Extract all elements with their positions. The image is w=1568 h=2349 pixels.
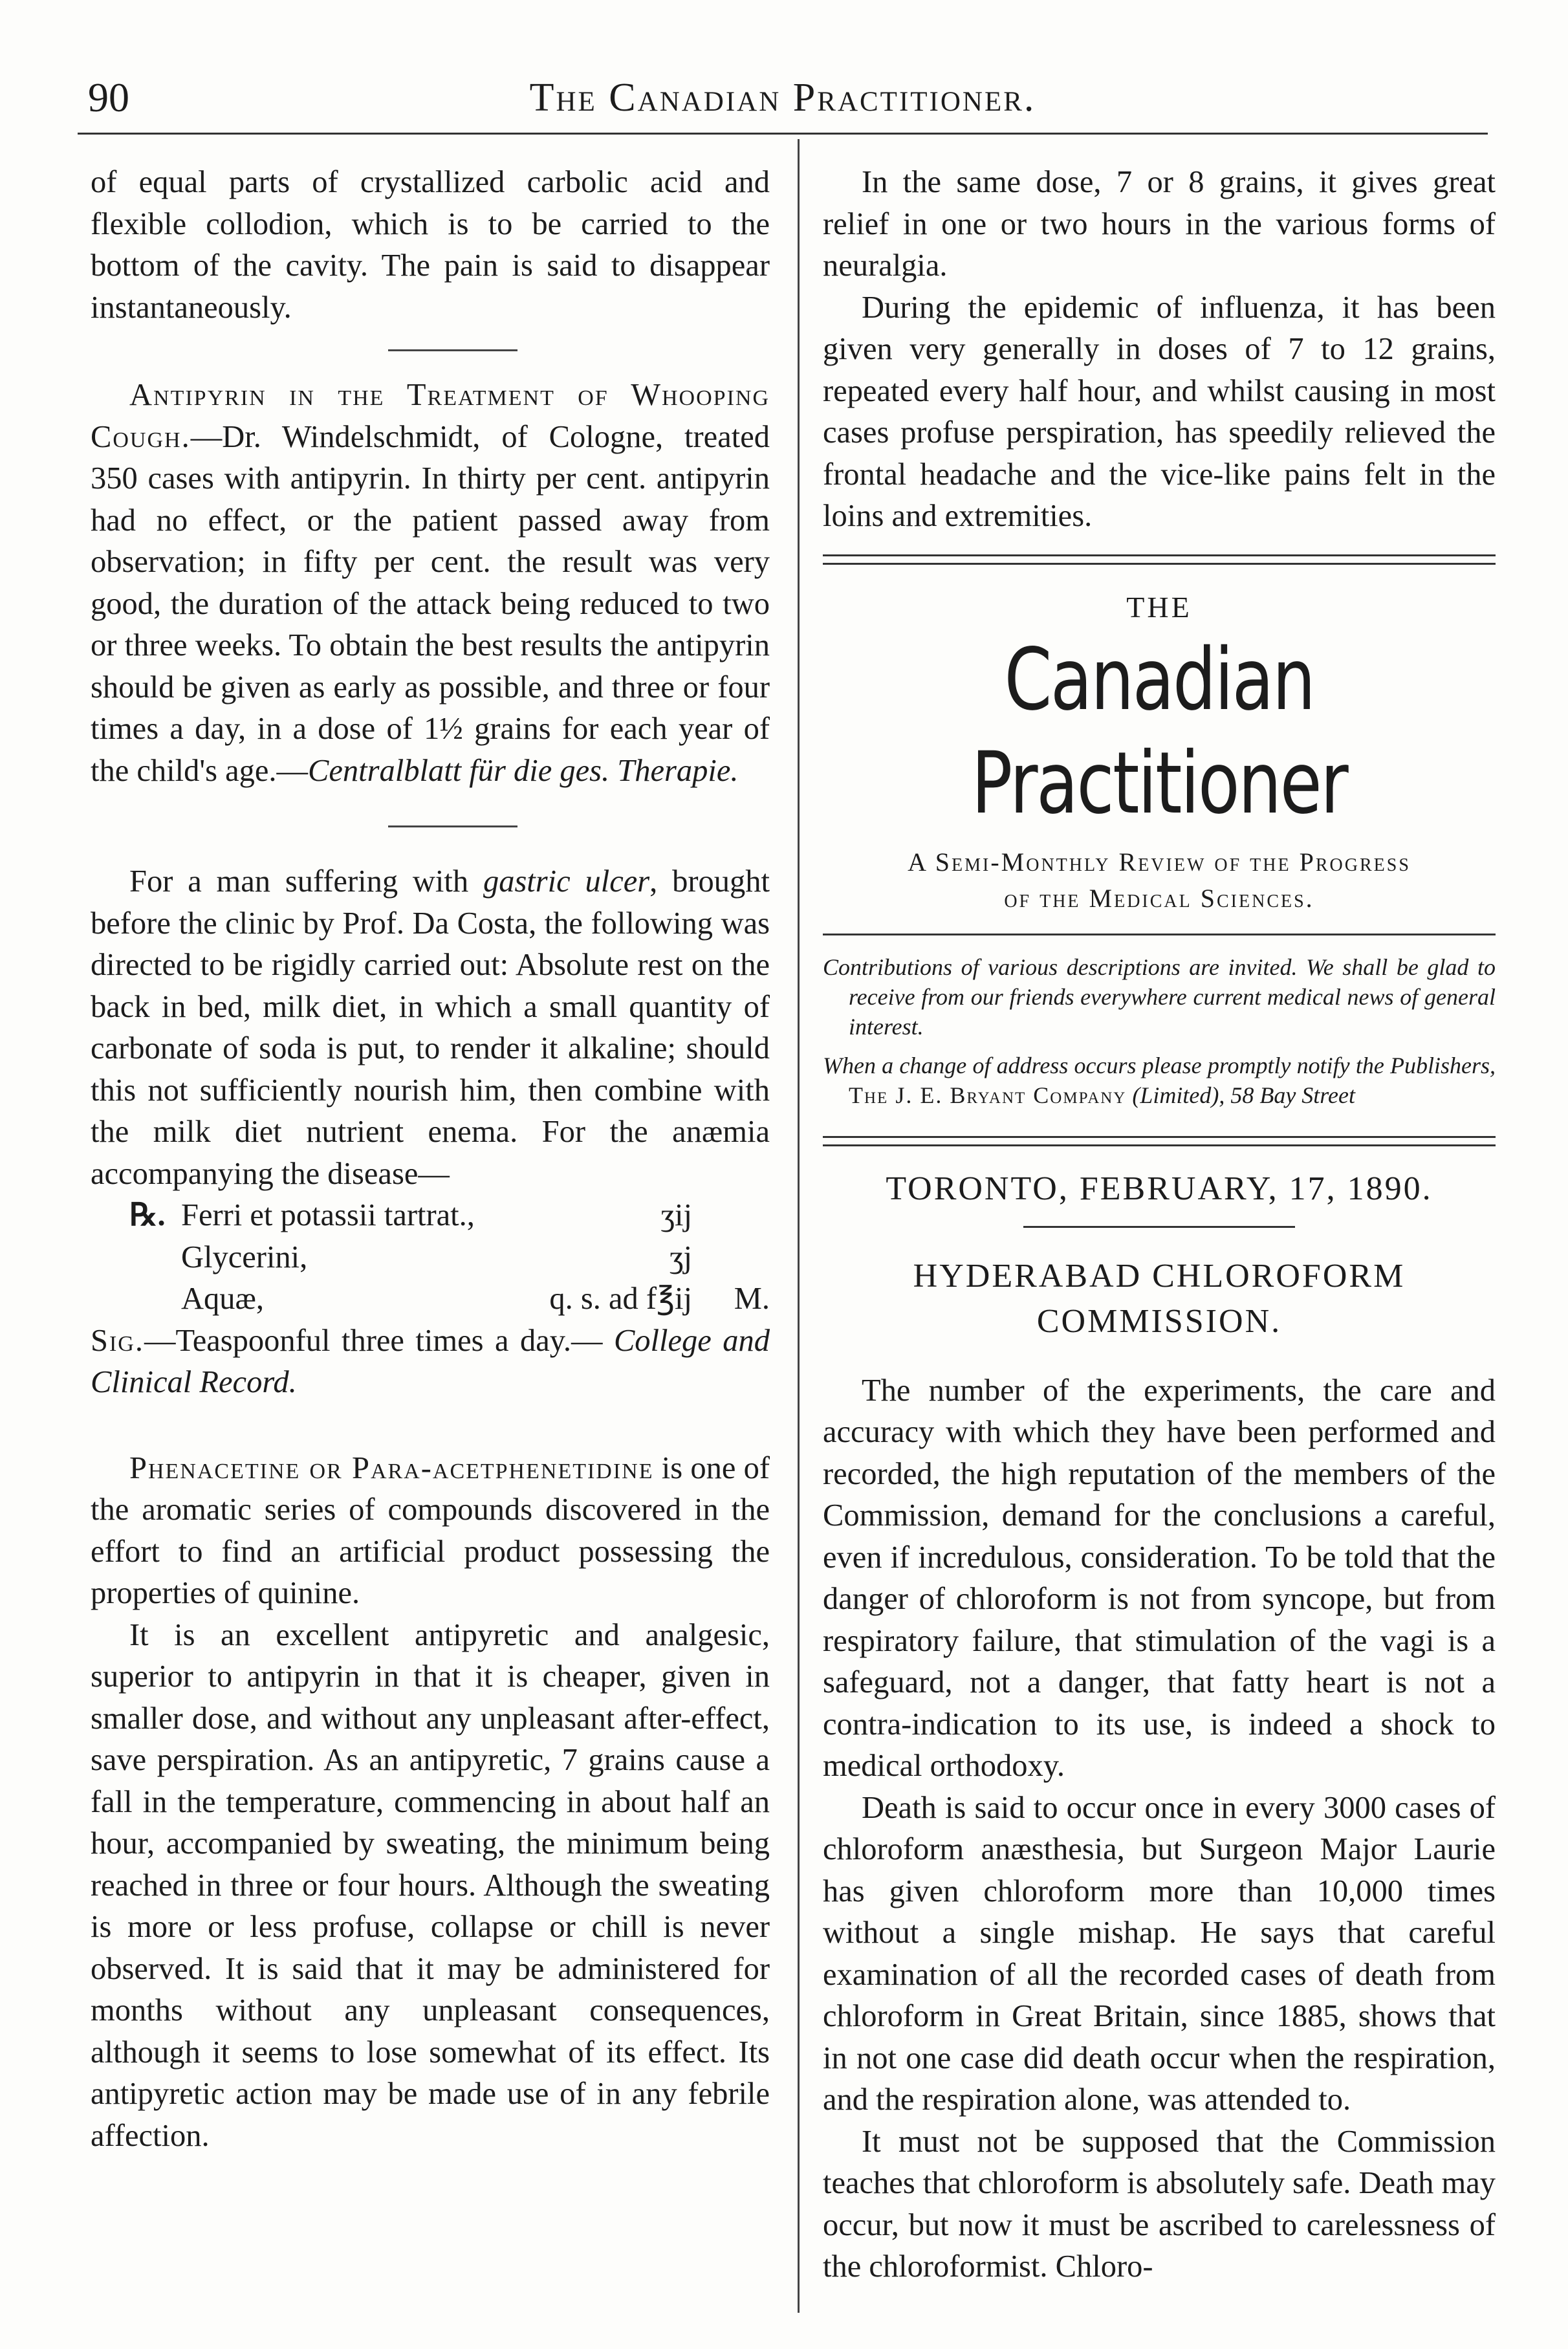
column-divider <box>798 139 800 2313</box>
section-rule <box>388 349 517 351</box>
ulcer-text-before: For a man suffering with <box>129 864 483 899</box>
address-notice-after: (Limited), 58 Bay Street <box>1126 1082 1355 1108</box>
prescription-drug: Ferri et potassii tartrat., <box>181 1198 475 1232</box>
antipyrin-body: —Dr. Windelschmidt, of Cologne, treated 350 cases with antipyrin. In thirty per cent. antipyrin had no effect, or the patient passed away from observation; in fifty per cent. the result was very good, the duration of the attack being reduced to two or three weeks. To obtain the best results the antipyrin should be given as early as possible, and three or four times a day, in a dose of 1½ grains for each year of the child's age.— <box>91 419 770 788</box>
masthead-subtitle-line1: A Semi-Monthly Review of the Progress <box>908 847 1411 877</box>
page-number: 90 <box>88 74 129 120</box>
address-notice-before: When a change of address occurs please promptly notify the Publishers, <box>823 1053 1496 1078</box>
section-rule <box>388 825 517 827</box>
phenacetine-heading: Phenacetine or Para-acetphenetidine <box>129 1450 654 1485</box>
page-header <box>78 71 1488 129</box>
right-column <box>823 162 1496 2288</box>
ulcer-source: College and Clinical Record. <box>91 1323 770 1399</box>
section-gap <box>91 1404 770 1448</box>
ulcer-text-after: , brought before the clinic by Prof. Da Costa, the following was directed to be rigidly carried out: Absolute rest on the back in bed, milk diet, in which a small quantity of carbonate of soda is put, to render it alkaline; should this not sufficiently nourish him, then combine with the milk diet nutrient enema. For the anæmia accompanying the disease— <box>91 864 770 1191</box>
dateline-double-rule <box>823 1136 1496 1146</box>
recipe-symbol: ℞. <box>129 1198 166 1232</box>
prescription <box>91 1195 770 1320</box>
neuralgia-paragraph: In the same dose, 7 or 8 grains, it gives great relief in one or two hours in the various forms of neuralgia. <box>823 165 1496 283</box>
signa-text: —Teaspoonful three times a day.— <box>144 1323 603 1358</box>
safety-paragraph: It must not be supposed that the Commission teaches that chloroform is absolutely safe. Death may occur, but now it must be ascribed to carelessness of the chloroformist. Chloro- <box>823 2124 1496 2284</box>
prescription-quantity: ʒij <box>660 1198 692 1232</box>
gastric-ulcer-paragraph <box>91 861 770 1195</box>
masthead <box>823 587 1496 917</box>
left-column <box>91 162 770 2157</box>
prescription-mark: M. <box>734 1282 770 1316</box>
dateline: TORONTO, FEBRUARY, 17, 1890. <box>886 1170 1433 1207</box>
commission-paragraph: The number of the experiments, the care and accuracy with which they have been performed and recorded, the high reputation of the members of the Commission, demand for the conclusions a careful, even if incredulous, consideration. To be told that the danger of chloroform is not from syncope, but from respiratory failure, that stimulation of the vagi is a safeguard, not a danger, that fatty heart is not a contra-indication to its use, is indeed a shock to medical orthodoxy. <box>823 1373 1496 1783</box>
prescription-row <box>91 1237 770 1279</box>
prescription-quantity: q. s. ad f℥ij <box>549 1282 692 1316</box>
contributions-notice: Contributions of various descriptions are invited. We shall be glad to receive from our friends everywhere current medical news of general interest. <box>823 954 1496 1040</box>
carbolic-paragraph: of equal parts of crystallized carbolic acid and flexible collodion, which is to be carried to the bottom of the cavity. The pain is said to disappear instantaneously. <box>91 165 770 325</box>
antipyrin-paragraph <box>91 375 770 792</box>
running-title: The Canadian Practitioner. <box>529 76 1036 120</box>
address-notice <box>823 1051 1496 1110</box>
prescription-row <box>91 1278 770 1320</box>
masthead-subtitle-line2: of the Medical Sciences. <box>1004 884 1314 913</box>
phenacetine-intro: is one of the aromatic series of compounds discovered in the effort to find an artificial product possessing the properties of quinine. <box>91 1450 770 1610</box>
phenacetine-effects-paragraph: It is an excellent antipyretic and analgesic, superior to antipyrin in that it is cheaper, given in smaller dose, and without any unpleasant after-effect, save perspiration. As an antipyretic, 7 grains cause a fall in the temperature, commencing in about half an hour, accompanied by sweating, the minimum being reached in three or four hours. Although the sweating is more or less profuse, collapse or chill is never observed. It is said that it may be administered for months without any unpleasant consequences, although it seems to lose somewhat of its effect. Its antipyretic action may be made use of in any febrile affection. <box>91 1617 770 2153</box>
prescription-quantity: ʒj <box>669 1240 692 1274</box>
ulcer-term: gastric ulcer <box>483 864 650 899</box>
antipyrin-source: Centralblatt für die ges. Therapie. <box>308 753 739 788</box>
phenacetine-paragraph <box>91 1448 770 1615</box>
header-rule <box>78 133 1488 135</box>
antipyrin-heading: Antipyrin in the Treatment of Whooping Cough. <box>91 378 770 454</box>
masthead-rule <box>823 934 1496 935</box>
publisher-name: The J. E. Bryant Company <box>849 1082 1127 1108</box>
dateline-rule <box>1023 1226 1295 1228</box>
masthead-the: THE <box>1126 590 1192 624</box>
editorial-notice <box>823 952 1496 1110</box>
masthead-double-rule <box>823 554 1496 565</box>
prescription-drug: Aquæ, <box>181 1282 264 1316</box>
laurie-paragraph: Death is said to occur once in every 3000 cases of chloroform anæsthesia, but Surgeon Major Laurie has given chloroform more than 10,000 times without a single mishap. He says that careful examination of all the recorded cases of death from chloroform in Great Britain, since 1885, shows that in not one case did death occur when the respiration, and the respiration alone, was attended to. <box>823 1790 1496 2117</box>
masthead-title: Canadian Practitioner <box>971 630 1347 833</box>
prescription-row <box>91 1195 770 1237</box>
signa-label: Sig. <box>91 1323 144 1358</box>
prescription-drug: Glycerini, <box>181 1240 308 1274</box>
article-title: HYDERABAD CHLOROFORM COMMISSION. <box>913 1257 1406 1340</box>
signa-paragraph <box>91 1320 770 1404</box>
influenza-paragraph: During the epidemic of influenza, it has been given very generally in doses of 7 to 12 grains, repeated every half hour, and whilst causing in most cases profuse perspiration, has speedily relieved the frontal headache and the vice-like pains felt in the loins and extremities. <box>823 290 1496 533</box>
